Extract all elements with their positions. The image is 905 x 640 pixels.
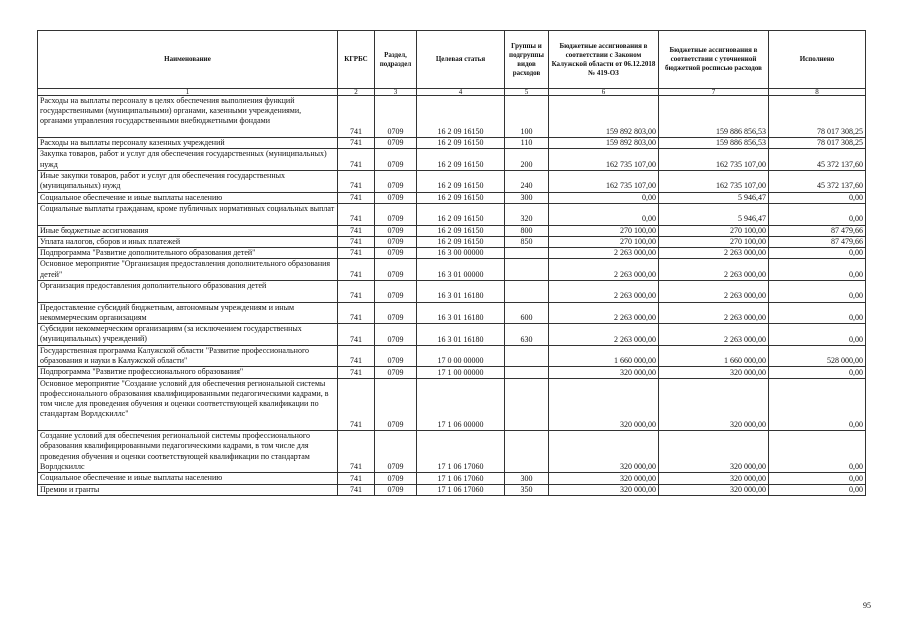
row-expense-type [505, 248, 549, 259]
row-refined-amount: 320 000,00 [659, 484, 769, 495]
row-law-amount: 2 263 000,00 [549, 324, 659, 346]
row-name: Социальное обеспечение и иные выплаты населению [38, 192, 338, 203]
row-law-amount: 162 735 107,00 [549, 171, 659, 193]
row-refined-amount: 270 100,00 [659, 236, 769, 247]
row-kgrbs: 741 [338, 149, 375, 171]
row-expense-type [505, 281, 549, 303]
row-expense-type: 350 [505, 484, 549, 495]
row-executed-amount: 0,00 [769, 378, 866, 431]
col-number: 8 [769, 89, 866, 96]
row-expense-type: 100 [505, 96, 549, 138]
row-expense-type: 800 [505, 225, 549, 236]
table-row [38, 281, 866, 303]
row-law-amount: 2 263 000,00 [549, 248, 659, 259]
row-executed-amount: 0,00 [769, 302, 866, 324]
row-refined-amount: 1 660 000,00 [659, 345, 769, 367]
row-law-amount: 320 000,00 [549, 367, 659, 378]
row-kgrbs: 741 [338, 259, 375, 281]
row-refined-amount: 2 263 000,00 [659, 259, 769, 281]
row-section: 0709 [375, 96, 417, 138]
row-kgrbs: 741 [338, 96, 375, 138]
row-target: 17 1 06 17060 [417, 484, 505, 495]
row-target: 16 2 09 16150 [417, 203, 505, 225]
row-name: Закупка товаров, работ и услуг для обеспечения государственных (муниципальных) нужд [38, 149, 338, 171]
row-target: 17 0 00 00000 [417, 345, 505, 367]
row-section: 0709 [375, 324, 417, 346]
header-target: Целевая статья [417, 31, 505, 89]
header-law: Бюджетные ассигнования в соответствии с Законом Калужской области от 06.12.2018 № 419-ОЗ [549, 31, 659, 89]
row-section: 0709 [375, 345, 417, 367]
row-executed-amount: 0,00 [769, 431, 866, 473]
col-number: 2 [338, 89, 375, 96]
row-name: Расходы на выплаты персоналу казенных учреждений [38, 138, 338, 149]
row-executed-amount: 0,00 [769, 259, 866, 281]
header-executed: Исполнено [769, 31, 866, 89]
row-section: 0709 [375, 236, 417, 247]
row-law-amount: 2 263 000,00 [549, 259, 659, 281]
table-row [38, 171, 866, 193]
row-law-amount: 2 263 000,00 [549, 281, 659, 303]
col-number: 1 [38, 89, 338, 96]
row-kgrbs: 741 [338, 171, 375, 193]
row-target: 16 2 09 16150 [417, 138, 505, 149]
row-target: 17 1 00 00000 [417, 367, 505, 378]
row-refined-amount: 320 000,00 [659, 473, 769, 484]
row-name: Социальные выплаты гражданам, кроме публичных нормативных социальных выплат [38, 203, 338, 225]
row-target: 16 3 01 16180 [417, 302, 505, 324]
row-kgrbs: 741 [338, 248, 375, 259]
row-target: 16 2 09 16150 [417, 225, 505, 236]
header-row [38, 31, 866, 89]
table-row [38, 484, 866, 495]
row-kgrbs: 741 [338, 345, 375, 367]
row-law-amount: 320 000,00 [549, 484, 659, 495]
row-expense-type [505, 378, 549, 431]
row-section: 0709 [375, 281, 417, 303]
row-law-amount: 159 892 803,00 [549, 138, 659, 149]
header-refined: Бюджетные ассигнования в соответствии с уточненной бюджетной росписью расходов [659, 31, 769, 89]
row-name: Подпрограмма "Развитие дополнительного образования детей" [38, 248, 338, 259]
row-executed-amount: 78 017 308,25 [769, 138, 866, 149]
row-section: 0709 [375, 203, 417, 225]
row-name: Уплата налогов, сборов и иных платежей [38, 236, 338, 247]
col-number: 4 [417, 89, 505, 96]
row-section: 0709 [375, 225, 417, 236]
row-name: Социальное обеспечение и иные выплаты населению [38, 473, 338, 484]
row-section: 0709 [375, 302, 417, 324]
row-name: Иные закупки товаров, работ и услуг для обеспечения государственных (муниципальных) нужд [38, 171, 338, 193]
row-name: Предоставление субсидий бюджетным, автономным учреждениям и иным некоммерческим организациям [38, 302, 338, 324]
table-row [38, 324, 866, 346]
row-target: 17 1 06 17060 [417, 431, 505, 473]
row-expense-type [505, 431, 549, 473]
row-kgrbs: 741 [338, 324, 375, 346]
row-name: Подпрограмма "Развитие профессионального образования" [38, 367, 338, 378]
row-executed-amount: 0,00 [769, 473, 866, 484]
row-executed-amount: 45 372 137,60 [769, 171, 866, 193]
table-row [38, 259, 866, 281]
row-executed-amount: 0,00 [769, 248, 866, 259]
row-refined-amount: 2 263 000,00 [659, 324, 769, 346]
row-target: 16 2 09 16150 [417, 192, 505, 203]
row-refined-amount: 5 946,47 [659, 203, 769, 225]
budget-table [37, 30, 866, 496]
row-section: 0709 [375, 431, 417, 473]
table-row [38, 149, 866, 171]
row-name: Создание условий для обеспечения региональной системы профессионального образования квалифицированными педагогическими кадрами, в том числе для проведения обучения и оценки соответствующей квалификации по стандартам Ворлдскиллс [38, 431, 338, 473]
row-executed-amount: 0,00 [769, 367, 866, 378]
row-refined-amount: 270 100,00 [659, 225, 769, 236]
row-law-amount: 320 000,00 [549, 473, 659, 484]
row-kgrbs: 741 [338, 367, 375, 378]
row-section: 0709 [375, 138, 417, 149]
row-executed-amount: 0,00 [769, 203, 866, 225]
row-refined-amount: 320 000,00 [659, 367, 769, 378]
row-law-amount: 0,00 [549, 192, 659, 203]
table-row [38, 473, 866, 484]
row-refined-amount: 162 735 107,00 [659, 149, 769, 171]
row-target: 17 1 06 17060 [417, 473, 505, 484]
row-refined-amount: 159 886 856,53 [659, 138, 769, 149]
row-refined-amount: 159 886 856,53 [659, 96, 769, 138]
row-target: 16 3 00 00000 [417, 248, 505, 259]
col-number: 5 [505, 89, 549, 96]
row-target: 16 2 09 16150 [417, 149, 505, 171]
table-row [38, 431, 866, 473]
table-row [38, 302, 866, 324]
row-kgrbs: 741 [338, 484, 375, 495]
table-row [38, 236, 866, 247]
row-refined-amount: 5 946,47 [659, 192, 769, 203]
row-name: Организация предоставления дополнительного образования детей [38, 281, 338, 303]
header-expense-type: Группы и подгруппы видов расходов [505, 31, 549, 89]
table-row [38, 248, 866, 259]
row-target: 16 2 09 16150 [417, 96, 505, 138]
row-expense-type: 630 [505, 324, 549, 346]
row-kgrbs: 741 [338, 473, 375, 484]
row-law-amount: 270 100,00 [549, 225, 659, 236]
col-number: 7 [659, 89, 769, 96]
table-row [38, 192, 866, 203]
row-expense-type: 240 [505, 171, 549, 193]
row-section: 0709 [375, 367, 417, 378]
row-section: 0709 [375, 149, 417, 171]
header-kgrbs: КГРБС [338, 31, 375, 89]
row-section: 0709 [375, 473, 417, 484]
table-row [38, 367, 866, 378]
row-section: 0709 [375, 171, 417, 193]
row-kgrbs: 741 [338, 138, 375, 149]
row-expense-type: 600 [505, 302, 549, 324]
row-refined-amount: 162 735 107,00 [659, 171, 769, 193]
row-kgrbs: 741 [338, 378, 375, 431]
row-executed-amount: 528 000,00 [769, 345, 866, 367]
row-section: 0709 [375, 259, 417, 281]
row-refined-amount: 320 000,00 [659, 431, 769, 473]
row-expense-type: 850 [505, 236, 549, 247]
row-kgrbs: 741 [338, 192, 375, 203]
row-expense-type [505, 367, 549, 378]
row-target: 16 3 01 00000 [417, 259, 505, 281]
row-target: 16 2 09 16150 [417, 171, 505, 193]
row-law-amount: 159 892 803,00 [549, 96, 659, 138]
row-expense-type: 110 [505, 138, 549, 149]
table-row [38, 138, 866, 149]
row-law-amount: 162 735 107,00 [549, 149, 659, 171]
row-section: 0709 [375, 484, 417, 495]
row-kgrbs: 741 [338, 236, 375, 247]
header-section: Раздел, подраздел [375, 31, 417, 89]
table-row [38, 225, 866, 236]
row-executed-amount: 0,00 [769, 192, 866, 203]
row-expense-type [505, 345, 549, 367]
row-name: Субсидии некоммерческим организациям (за исключением государственных (муниципальных) учреждений) [38, 324, 338, 346]
page-number: 95 [863, 601, 871, 610]
table-row [38, 378, 866, 431]
col-number: 3 [375, 89, 417, 96]
row-expense-type: 200 [505, 149, 549, 171]
row-law-amount: 0,00 [549, 203, 659, 225]
row-expense-type: 320 [505, 203, 549, 225]
row-executed-amount: 0,00 [769, 484, 866, 495]
row-expense-type: 300 [505, 473, 549, 484]
row-kgrbs: 741 [338, 203, 375, 225]
row-target: 16 2 09 16150 [417, 236, 505, 247]
row-target: 17 1 06 00000 [417, 378, 505, 431]
row-name: Иные бюджетные ассигнования [38, 225, 338, 236]
row-name: Основное мероприятие "Создание условий для обеспечения региональной системы профессионального образования квалифицированными педагогическими кадрами, в том числе для проведения обучения и оценки соответствующей квалификации по стандартам Ворлдскиллс" [38, 378, 338, 431]
row-kgrbs: 741 [338, 302, 375, 324]
table-row [38, 345, 866, 367]
row-name: Расходы на выплаты персоналу в целях обеспечения выполнения функций государственными (муниципальными) органами, казенными учреждениями, органами управления государственными внебюджетными фондами [38, 96, 338, 138]
row-name: Премии и гранты [38, 484, 338, 495]
row-name: Основное мероприятие "Организация предоставления дополнительного образования детей" [38, 259, 338, 281]
table-row [38, 96, 866, 138]
row-law-amount: 1 660 000,00 [549, 345, 659, 367]
row-section: 0709 [375, 248, 417, 259]
header-name: Наименование [38, 31, 338, 89]
row-kgrbs: 741 [338, 431, 375, 473]
row-law-amount: 2 263 000,00 [549, 302, 659, 324]
row-refined-amount: 320 000,00 [659, 378, 769, 431]
row-executed-amount: 87 479,66 [769, 225, 866, 236]
row-refined-amount: 2 263 000,00 [659, 281, 769, 303]
row-expense-type: 300 [505, 192, 549, 203]
column-number-row [38, 89, 866, 96]
row-section: 0709 [375, 192, 417, 203]
row-executed-amount: 87 479,66 [769, 236, 866, 247]
row-target: 16 3 01 16180 [417, 281, 505, 303]
row-kgrbs: 741 [338, 281, 375, 303]
row-law-amount: 320 000,00 [549, 431, 659, 473]
row-executed-amount: 78 017 308,25 [769, 96, 866, 138]
row-executed-amount: 45 372 137,60 [769, 149, 866, 171]
row-kgrbs: 741 [338, 225, 375, 236]
row-refined-amount: 2 263 000,00 [659, 302, 769, 324]
row-name: Государственная программа Калужской области "Развитие профессионального образования и науки в Калужской области" [38, 345, 338, 367]
row-refined-amount: 2 263 000,00 [659, 248, 769, 259]
row-executed-amount: 0,00 [769, 281, 866, 303]
row-section: 0709 [375, 378, 417, 431]
row-law-amount: 320 000,00 [549, 378, 659, 431]
row-expense-type [505, 259, 549, 281]
col-number: 6 [549, 89, 659, 96]
row-executed-amount: 0,00 [769, 324, 866, 346]
row-law-amount: 270 100,00 [549, 236, 659, 247]
table-row [38, 203, 866, 225]
row-target: 16 3 01 16180 [417, 324, 505, 346]
